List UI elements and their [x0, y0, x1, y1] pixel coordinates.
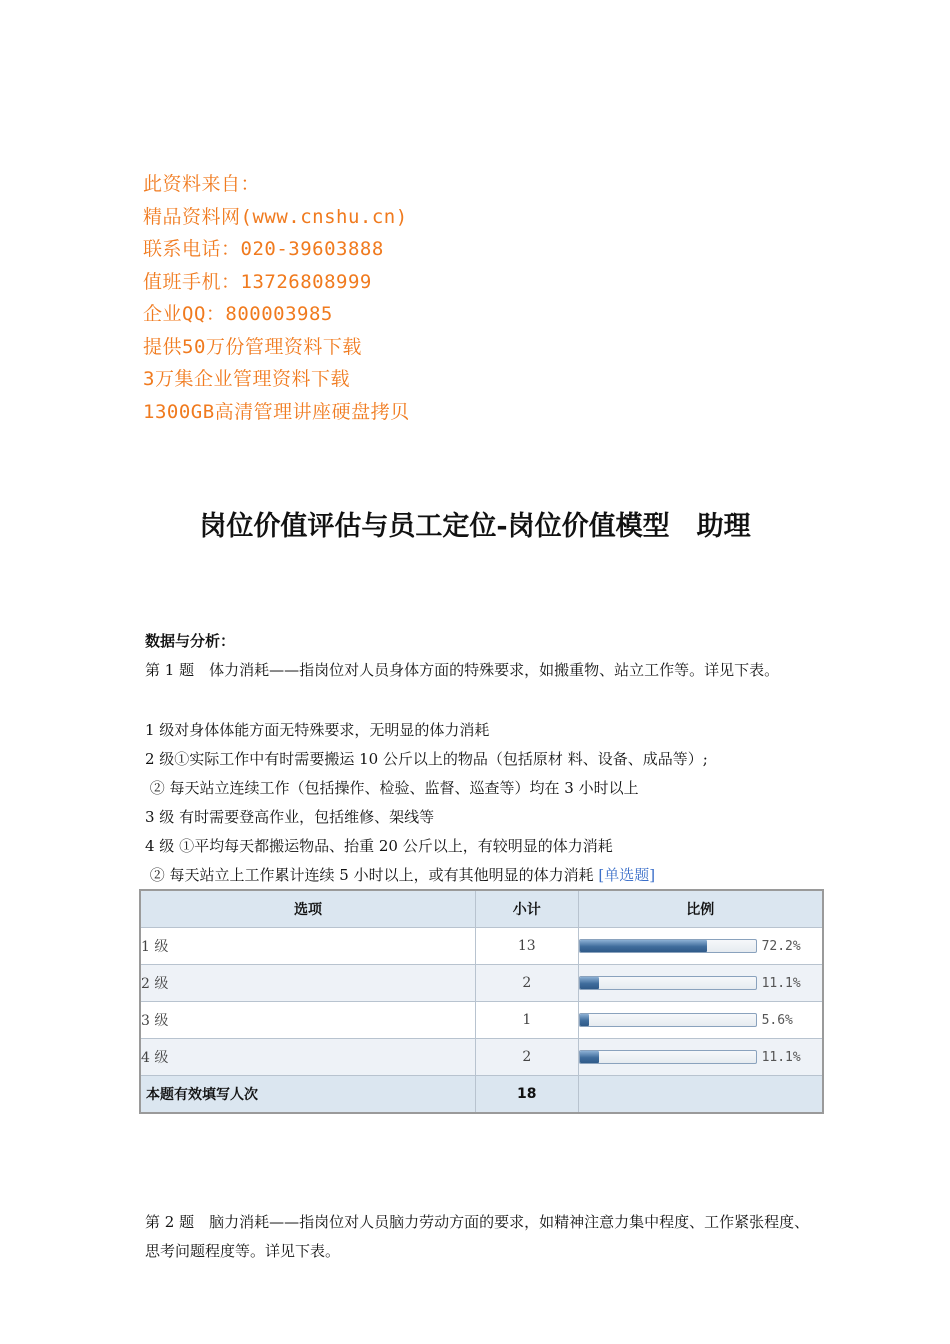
source-info-line: 值班手机：13726808999 — [143, 270, 372, 293]
percent-label: 5.6% — [761, 1012, 793, 1028]
percent-cell — [578, 1002, 823, 1039]
column-header-percent: 比例 — [578, 890, 823, 928]
count-cell: 13 — [475, 928, 578, 965]
table-row — [140, 1002, 823, 1039]
total-label: 本题有效填写人次 — [140, 1076, 475, 1114]
count-cell: 1 — [475, 1002, 578, 1039]
source-info-line: 企业QQ：800003985 — [143, 303, 333, 325]
table-row — [140, 1039, 823, 1076]
table-row — [140, 928, 823, 965]
progress-bar-fill — [580, 977, 600, 989]
source-info-block — [143, 168, 410, 428]
progress-bar — [579, 1013, 757, 1027]
option-description-last — [145, 861, 708, 890]
source-info-line: 联系电话：020-39603888 — [143, 238, 384, 260]
total-count: 18 — [475, 1076, 578, 1114]
percent-cell — [578, 1039, 823, 1076]
source-info-line: 3万集企业管理资料下载 — [143, 368, 350, 390]
source-info-line: 此资料来自： — [143, 173, 261, 195]
option-description: ② 每天站立连续工作（包括操作、检验、监督、巡查等）均在 3 小时以上 — [145, 779, 639, 797]
question-1-heading: 第 1 题 体力消耗——指岗位对人员身体方面的特殊要求，如搬重物、站立工作等。详见下表。 — [145, 661, 780, 679]
option-cell: 4 级 — [140, 1039, 475, 1076]
progress-bar-fill — [580, 1051, 600, 1063]
progress-bar-fill — [580, 940, 707, 952]
percent-cell — [578, 928, 823, 965]
percent-label: 11.1% — [761, 1049, 801, 1065]
progress-bar-fill — [580, 1014, 590, 1026]
question-1-options — [145, 716, 708, 890]
progress-bar — [579, 1050, 757, 1064]
question-1-result-table — [139, 889, 824, 1114]
source-info-line: 精品资料网(www.cnshu.cn) — [143, 205, 408, 228]
option-description: 3 级 有时需要登高作业，包括维修、架线等 — [145, 808, 435, 826]
table-header-row — [140, 890, 823, 928]
option-cell: 2 级 — [140, 965, 475, 1002]
percent-cell — [578, 965, 823, 1002]
option-description: 1 级对身体体能方面无特殊要求，无明显的体力消耗 — [145, 721, 490, 739]
count-cell: 2 — [475, 965, 578, 1002]
question-type-tag: [单选题] — [598, 866, 656, 884]
table-total-row — [140, 1076, 823, 1114]
column-header-count: 小计 — [475, 890, 578, 928]
option-description: 4 级 ①平均每天都搬运物品、抬重 20 公斤以上，有较明显的体力消耗 — [145, 837, 613, 855]
option-description: 2 级①实际工作中有时需要搬运 10 公斤以上的物品（包括原材 料、设备、成品等）; — [145, 750, 708, 768]
column-header-option: 选项 — [140, 890, 475, 928]
count-cell: 2 — [475, 1039, 578, 1076]
source-info-line: 1300GB高清管理讲座硬盘拷贝 — [143, 400, 410, 423]
source-info-line: 提供50万份管理资料下载 — [143, 335, 362, 358]
document-title: 岗位价值评估与员工定位-岗位价值模型 助理 — [199, 511, 751, 542]
total-empty-cell — [578, 1076, 823, 1114]
progress-bar — [579, 976, 757, 990]
section-label: 数据与分析： — [145, 632, 236, 650]
progress-bar — [579, 939, 757, 953]
question-2-heading: 第 2 题 脑力消耗——指岗位对人员脑力劳动方面的要求，如精神注意力集中程度、工作紧张程度、思考问题程度等。详见下表。 — [145, 1213, 810, 1260]
option-cell: 3 级 — [140, 1002, 475, 1039]
option-cell: 1 级 — [140, 928, 475, 965]
percent-label: 72.2% — [761, 938, 801, 954]
option-description: ② 每天站立上工作累计连续 5 小时以上，或有其他明显的体力消耗 — [145, 866, 594, 884]
table-row — [140, 965, 823, 1002]
percent-label: 11.1% — [761, 975, 801, 991]
